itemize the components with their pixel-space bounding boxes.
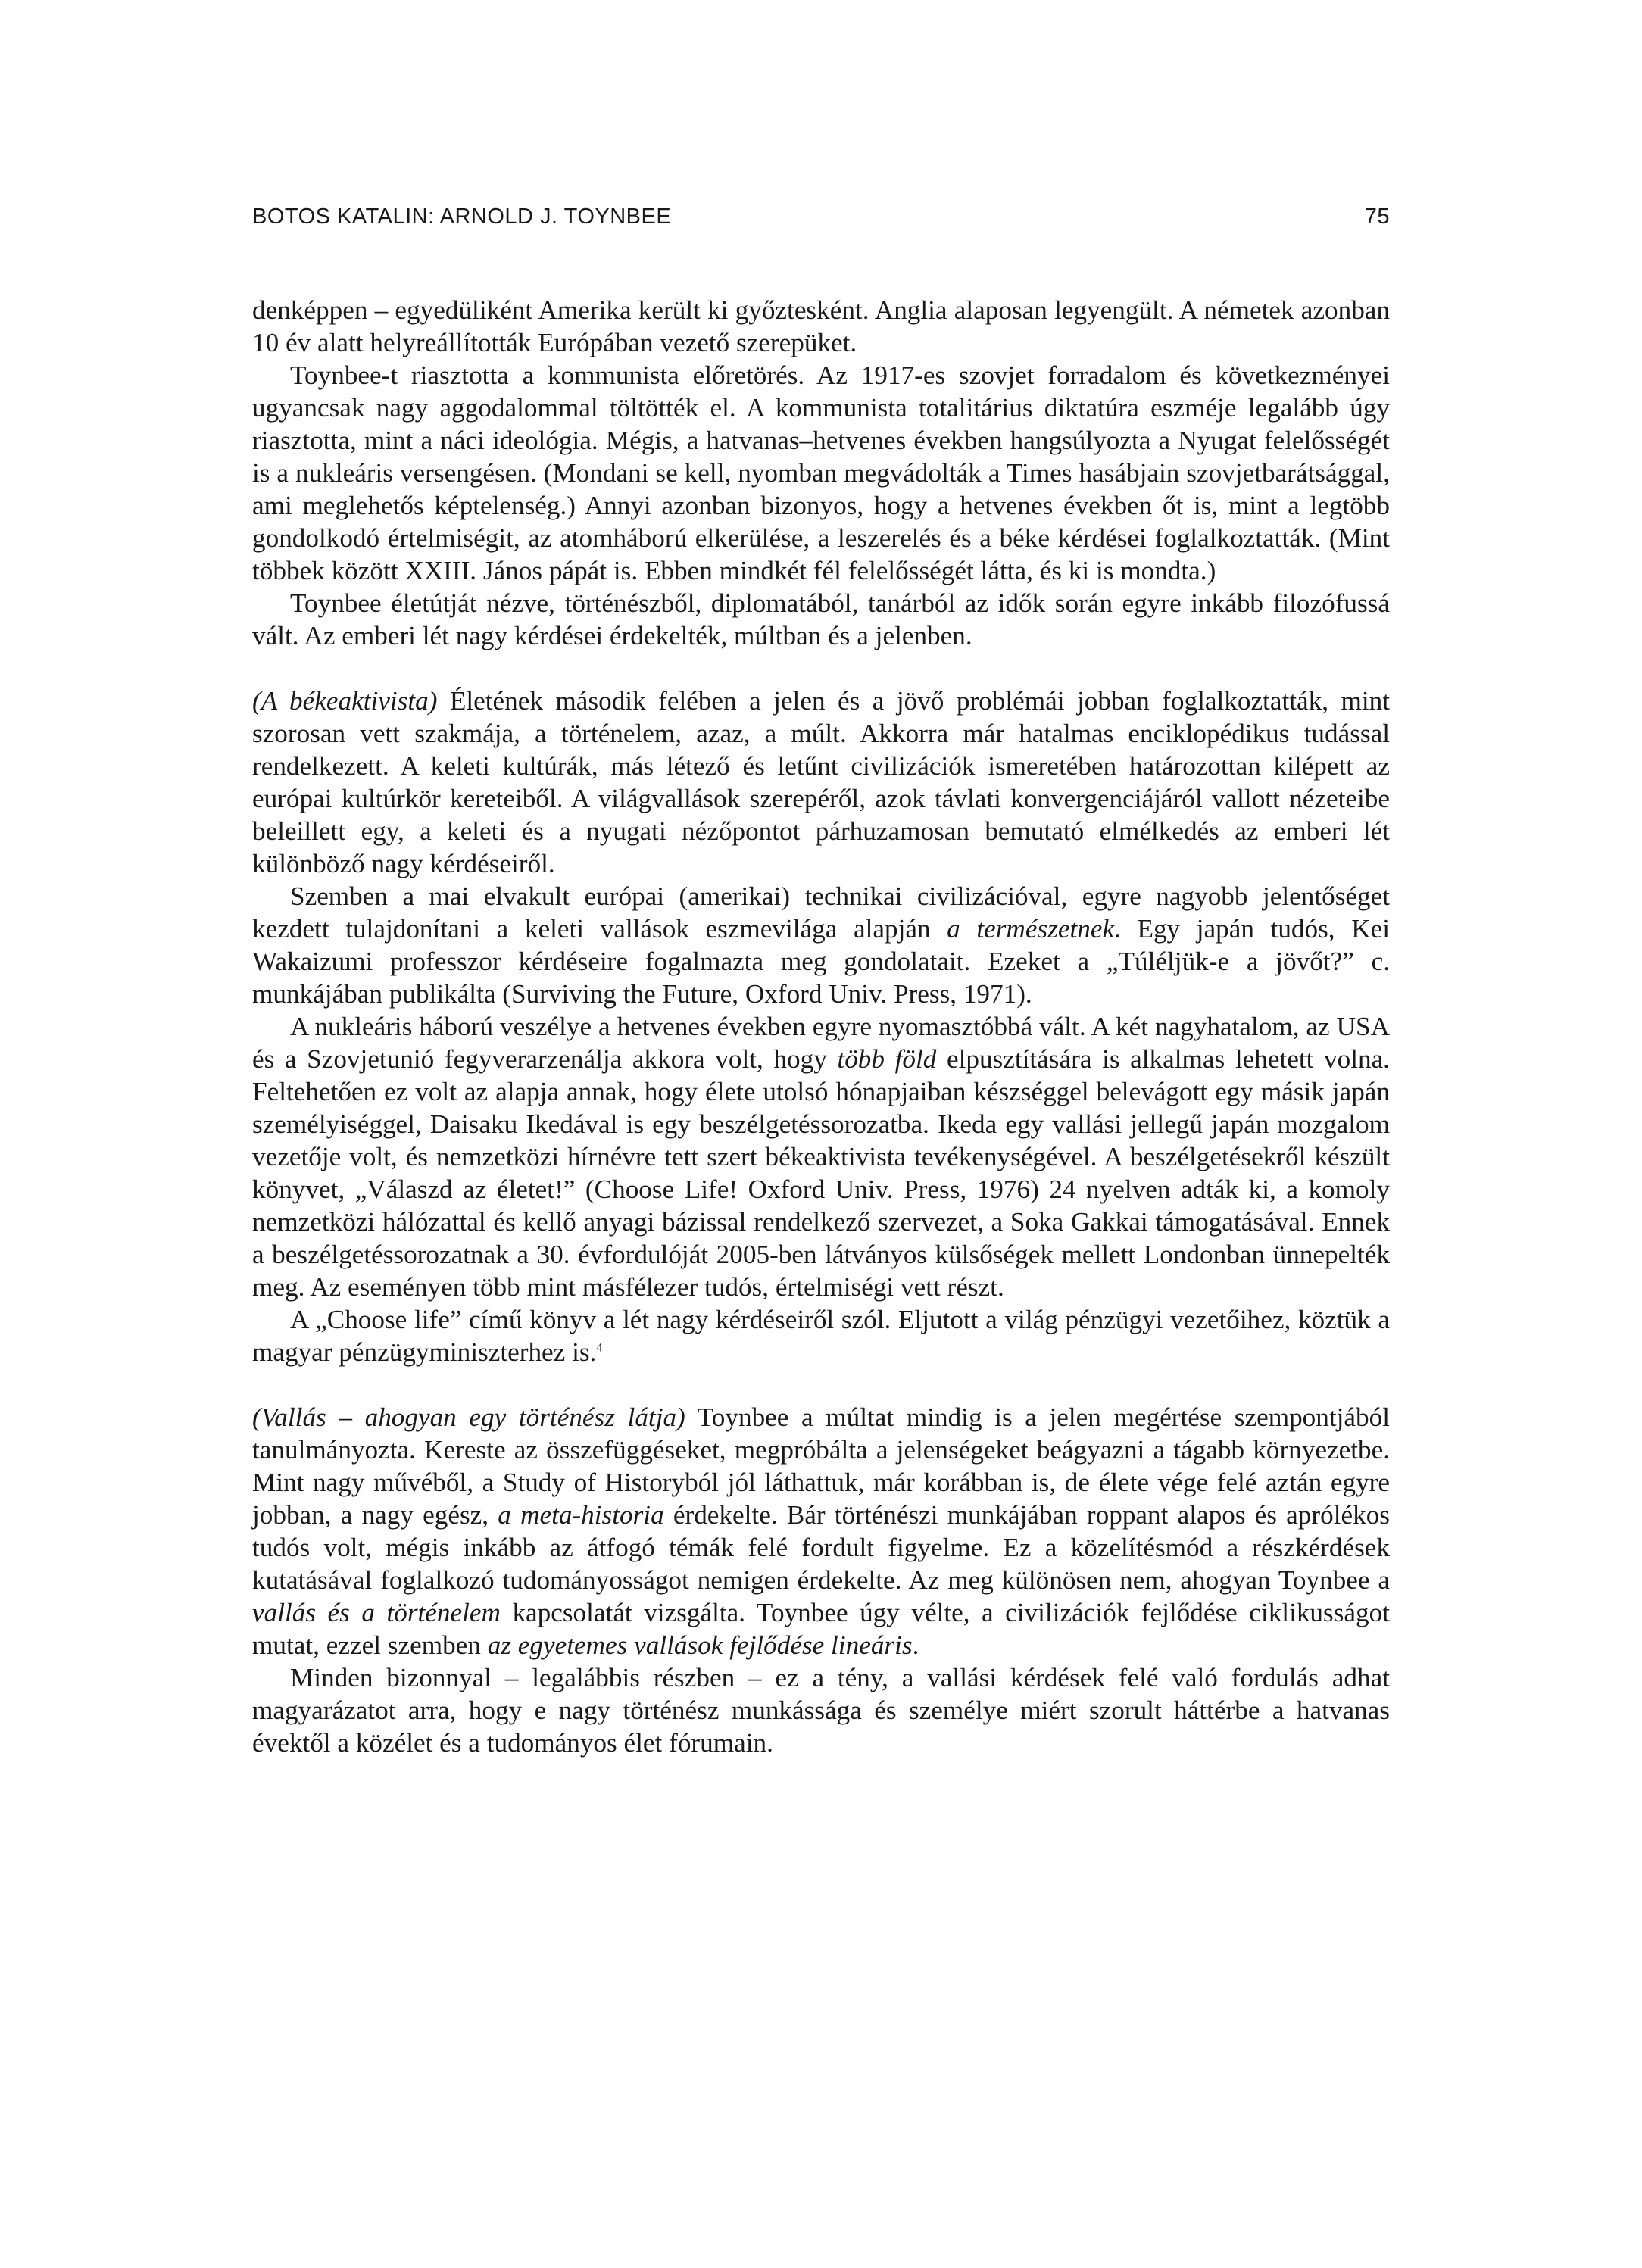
paragraph-text: . [912,1630,919,1660]
footnote-marker[interactable]: 4 [596,1341,603,1355]
page-number: 75 [1364,204,1390,229]
paragraph-7 [252,1303,1390,1368]
paragraph-text: A nukleáris háború veszélye a hetvenes években egyre nyomasztóbbá vált. A két nagyhatalom, az USA és a Szovjetunió fegyverarzenálja akkora volt, hogy [252,1012,1390,1074]
emphasis: az egyetemes vallások fejlődése lineáris [487,1630,913,1660]
paragraph-text: kapcsolatát vizsgálta. Toynbee úgy vélte, a civilizációk fejlődése ciklikusságot mutat, ezzel szemben [252,1598,1390,1660]
paragraph-1 [252,294,1390,359]
paragraph-text: Életének második felében a jelen és a jövő problémái jobban foglalkoztatták, mint szorosan vett szakmája, a történelem, azaz, a múlt. Akkorra már hatalmas enciklopédikus tudással rendelkezett. A keleti kultúrák, más létező és letűnt civilizációk ismeretében határozottan kilépett az európai kultúrkör kereteiből. A világvallások szerepéről, azok távlati konvergenciájáról vallott nézeteibe beleillett egy, a keleti és a nyugati nézőpontot párhuzamosan bemutató elmélkedés az emberi lét különböző nagy kérdéseiről. [252,686,1390,878]
paragraph-text: denképpen – egyedüliként Amerika került ki győztesként. Anglia alaposan legyengült. A németek azonban 10 év alatt helyreállították Európában vezető szerepüket. [252,295,1390,357]
section-peace-activist [252,685,1390,880]
section-religion [252,1401,1390,1661]
paragraph-text: Minden bizonnyal – legalábbis részben – ez a tény, a vallási kérdések felé való fordulás adhat magyarázatot arra, hogy e nagy történész munkássága és személye miért szorult háttérbe a hatvanas évektől a közélet és a tudományos élet fórumain. [252,1663,1390,1758]
emphasis: a természetnek [947,914,1115,944]
paragraph-9 [252,1661,1390,1759]
paragraph-6 [252,1010,1390,1303]
paragraph-text: Szemben a mai elvakult európai (amerikai) technikai civilizációval, egyre nagyobb jelentőséget kezdett tulajdonítani a keleti vallások eszmevilága alapján [252,881,1390,944]
paragraph-3 [252,587,1390,652]
running-title: BOTOS KATALIN: ARNOLD J. TOYNBEE [252,204,672,229]
paragraph-text: Toynbee a múltat mindig is a jelen megértése szempontjából tanulmányozta. Kereste az összefüggéseket, megpróbálta a jelenségeket beágyazni a tágabb környezetbe. Mint nagy művéből, a Study of Historyból jól láthattuk, már korábban is, de élete vége felé aztán egyre jobban, a nagy egész, [252,1402,1390,1530]
section-heading: (A békeaktivista) [252,686,438,716]
article-body [252,294,1390,1759]
section-heading: (Vallás – ahogyan egy történész látja) [252,1402,685,1432]
paragraph-5 [252,880,1390,1010]
paragraph-text: . Egy japán tudós, Kei Wakaizumi professzor kérdéseire fogalmazta meg gondolatait. Ezeket a „Túléljük-e a jövőt?” c. munkájában publikálta (Surviving the Future, Oxford Univ. Press, 1971). [252,914,1390,1009]
paragraph-text: A „Choose life” című könyv a lét nagy kérdéseiről szól. Eljutott a világ pénzügyi vezetőihez, köztük a magyar pénzügyminiszterhez is. [252,1305,1390,1367]
emphasis: több föld [837,1044,937,1074]
paragraph-text: Toynbee-t riasztotta a kommunista előretörés. Az 1917-es szovjet forradalom és következményei ugyancsak nagy aggodalommal töltötték el. A kommunista totalitárius diktatúra eszméje legalább úgy riasztotta, mint a náci ideológia. Mégis, a hatvanas–hetvenes években hangsúlyozta a Nyugat felelősségét is a nukleáris versengésen. (Mondani se kell, nyomban megvádolták a Times hasábjain szovjetbarátsággal, ami meglehetős képtelenség.) Annyi azonban bizonyos, hogy a hetvenes években őt is, mint a legtöbb gondolkodó értelmiségit, az atomháború elkerülése, a leszerelés és a béke kérdései foglalkoztatták. (Mint többek között XXIII. János pápát is. Ebben mindkét fél felelősségét látta, és ki is mondta.) [252,360,1390,585]
paragraph-text: Toynbee életútját nézve, történészből, diplomatából, tanárból az idők során egyre inkább filozófussá vált. Az emberi lét nagy kérdései érdekelték, múltban és a jelenben. [252,588,1390,650]
paragraph-text: érdekelte. Bár történészi munkájában roppant alapos és aprólékos tudós volt, mégis inkább az átfogó témák felé fordult figyelme. Ez a közelítésmód a részkérdések kutatásával foglalkozó tudományosságot nemigen érdekelte. Az meg különösen nem, ahogyan Toynbee a [252,1500,1390,1595]
paragraph-text: elpusztítására is alkalmas lehetett volna. Feltehetően ez volt az alapja annak, hogy élete utolsó hónapjaiban készséggel belevágott egy másik japán személyiséggel, Daisaku Ikedával is egy beszélgetéssorozatba. Ikeda egy vallási jellegű japán mozgalom vezetője volt, és nemzetközi hírnévre tett szert békeaktivista tevékenységével. A beszélgetésekről készült könyvet, „Válaszd az életet!” (Choose Life! Oxford Univ. Press, 1976) 24 nyelven adták ki, a komoly nemzetközi hálózattal és kellő anyagi bázissal rendelkező szervezet, a Soka Gakkai támogatásával. Ennek a beszélgetéssorozatnak a 30. évfordulóját 2005-ben látványos külsőségek mellett Londonban ünnepelték meg. Az eseményen több mint másfélezer tudós, értelmiségi vett részt. [252,1044,1390,1302]
running-header [252,204,1390,229]
emphasis: a meta-historia [498,1500,664,1530]
emphasis: vallás és a történelem [252,1598,501,1627]
paragraph-2 [252,359,1390,587]
